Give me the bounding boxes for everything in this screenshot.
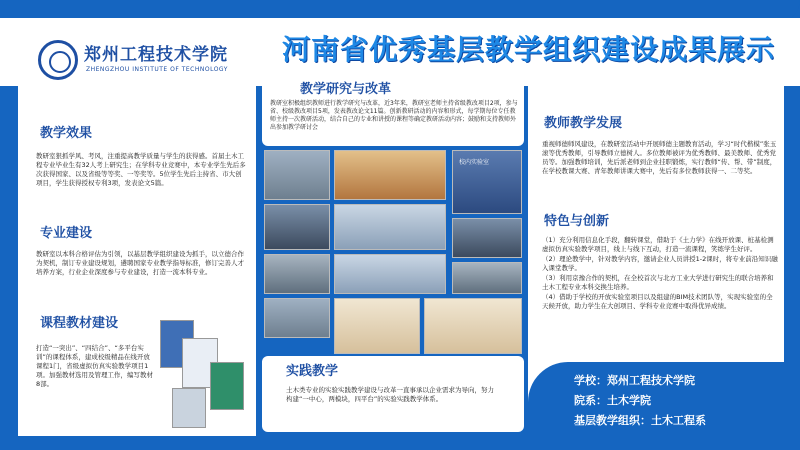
course-text: 打造“一突出”、“四结合”、“多平台实训”的课程体系，建成校级精品在线开放课程1门，省级虚拟仿真实验教学项目1项。加强教材选用及管理工作，编写教材8部。 — [36, 344, 153, 388]
textbook-cover — [172, 388, 206, 428]
photo-certificate — [424, 298, 522, 354]
feature-item: （3）利用京豫合作的契机，在全校首次与北方工业大学进行研究生的联合培养和土木工程专业本科交换生培养。 — [542, 274, 774, 291]
major-text: 教研室以本科合格评估为引领，以基层教学组织建设为抓手，以立德合作为契机，制订专业建设规划，遴聘国家专业教学指导标准，修订完善人才培养方案，行业企业深度参与专业建设，打造一流本科专业。 — [36, 250, 244, 276]
page-title: 河南省优秀基层教学组织建设成果展示 — [282, 33, 776, 66]
photo-meeting — [452, 218, 522, 258]
research-title: 教学研究与改革 — [300, 82, 392, 97]
teacher-title: 教师教学发展 — [544, 116, 623, 131]
school-name: 郑州工程技术学院 — [84, 45, 228, 65]
practice-text: 土木类专业的实验实践教学建设与改革一直事承以企业需求为导向，努力构建“一中心，两模块，四平台”的实验实践教学体系。 — [286, 386, 494, 403]
photo-model — [334, 204, 446, 250]
effect-title: 教学效果 — [40, 126, 93, 141]
photo-students — [264, 204, 330, 250]
card-effect — [26, 92, 252, 210]
photo-activity — [452, 262, 522, 294]
feature-list — [542, 236, 778, 311]
major-title: 专业建设 — [40, 226, 93, 241]
info-school: 学校：郑州工程技术学院 — [574, 374, 695, 387]
photo-team — [264, 298, 330, 338]
school-name-en: ZHENGZHOU INSTITUTE OF TECHNOLOGY — [86, 66, 228, 73]
teacher-text: 重视师德师风建设，在教研室活动中开展师德主题教育活动，学习“时代楷模”张玉滚等优秀教师，引导教师立德树人。多位教师被评为优秀教师、最美教师、优秀党员等。加强教师培训，先后派老师到企业挂职锻炼，实行教师“传、帮、带”制度，在学校教课大赛、青年教师讲课大赛中，先后有多位教师获得一、二等奖。 — [542, 140, 777, 175]
feature-title: 特色与创新 — [544, 214, 610, 229]
practice-title: 实践教学 — [286, 364, 339, 379]
photo-ceremony — [334, 254, 446, 294]
effect-text: 教研室狠抓学风、考风，注重提高教学质量与学生的获得感。首届土木工程专业毕业生有32人考上研究生；在学科专业竞赛中，本专业学生先后多次获得国家、以及省级等等奖、一等奖等。5位学生先后主持省、市大创项目，学生获得授权专利3项，发表论文5篇。 — [36, 152, 246, 187]
photo-lab — [334, 150, 446, 200]
course-title: 课程教材建设 — [40, 316, 119, 331]
school-logo — [38, 40, 78, 80]
photo-lab-sign — [452, 150, 522, 214]
info-org: 基层教学组织：土木工程系 — [574, 414, 706, 427]
feature-item: （1）充分利用信息化手段，翻转课堂，借助于《土力学》在线开放课、桩基检测虚拟仿真实验教学项目，线上与线下互动，打造一流课程，笑练学生好评。 — [542, 236, 774, 253]
feature-item: （2）理论教学中，针对教学内容，邀请企业人员讲授1-2课时，将专业前沿知识融入课堂教学。 — [542, 255, 778, 272]
photo-certificate — [334, 298, 420, 354]
photo-award-group — [264, 254, 330, 294]
photo-building — [264, 150, 330, 200]
textbook-cover — [210, 362, 244, 410]
info-college: 院系：土木学院 — [574, 394, 651, 407]
lab-sign-text: 校内实验室 — [459, 159, 490, 166]
research-text: 教研室积极组织教师进行教学研究与改革，近3年来，教研室老师主持省级教改项目2项，参与省、校级教改项目5项，发表教改论文11篇。创新教研活动的内容和形式，每学期每位专任教师主持一次教研活动，结合自己的专业和讲授的课程等确定教研活动内容；鼓励和支持教师外出参加教学研讨会 — [270, 100, 518, 131]
feature-item: （4）借助于学校的开放实验室项目以及组建的BIM技术团队等，实现实验室的全天候开放，助力学生在大创项目、学科专业竞赛中取得优异成绩。 — [542, 293, 773, 310]
